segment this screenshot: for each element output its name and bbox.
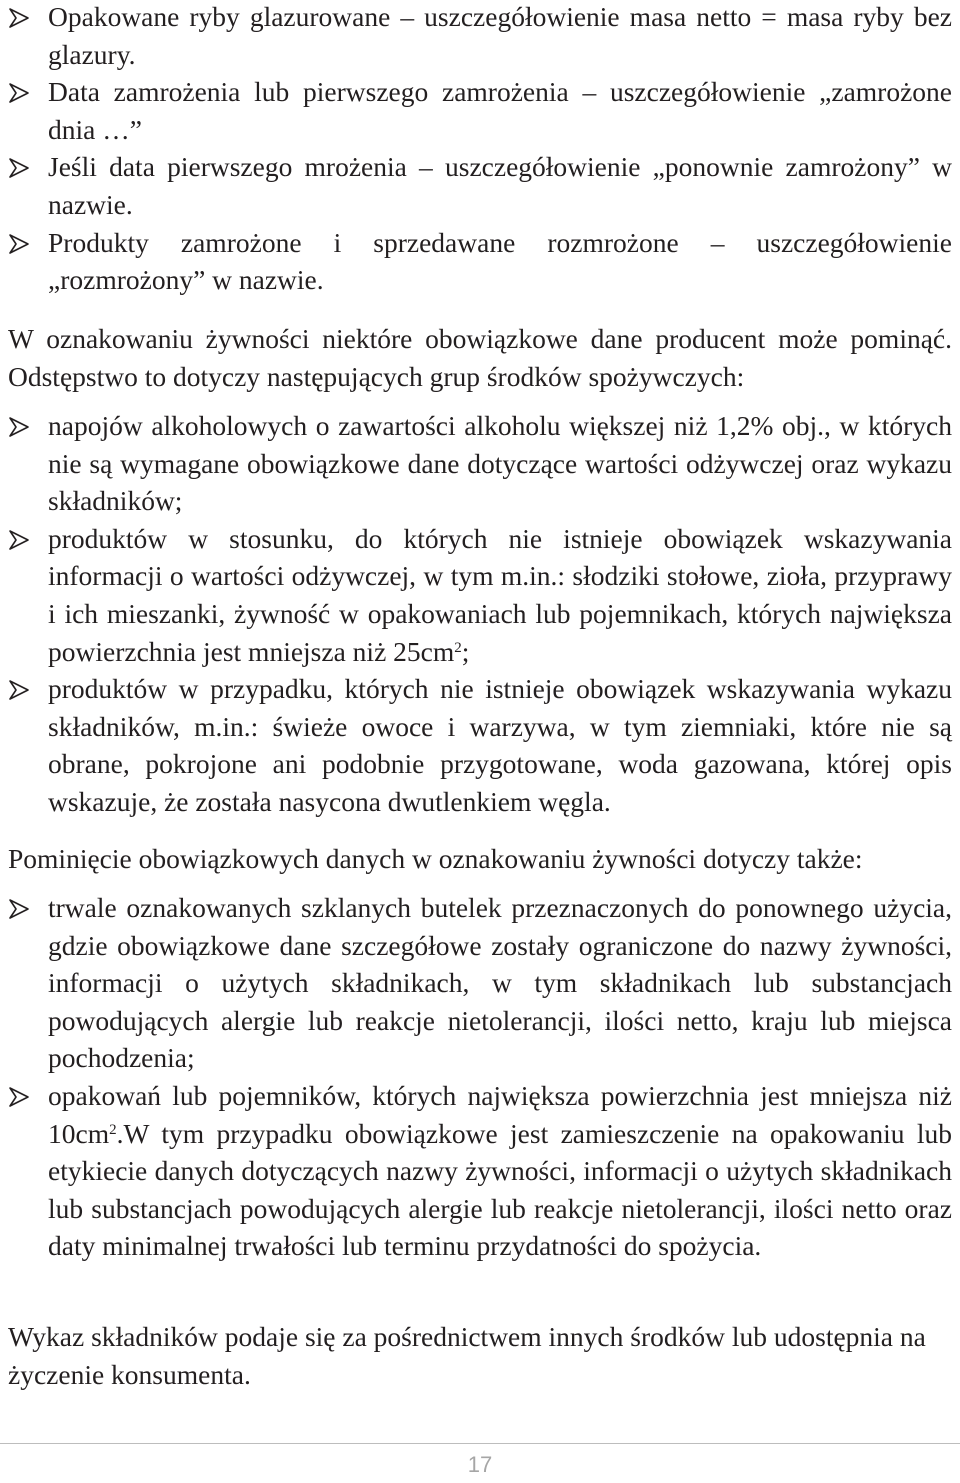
paragraph-text: Pominięcie obowiązkowych danych w oznakowaniu żywności dotyczy także: <box>8 843 863 874</box>
arrowhead-bullet-icon <box>8 157 30 179</box>
list-item-tail: ; <box>461 635 470 667</box>
list-top <box>8 0 952 299</box>
arrowhead-bullet-icon <box>8 898 30 920</box>
paragraph-omission <box>8 320 952 395</box>
list-item-text: trwale oznakowanych szklanych butelek przeznaczonych do ponownego użycia, gdzie obowiązkowe dane szczegółowe zostały ograniczone do nazwy żywności, informacji o użytych składnikach, w tym składnikach lub substancjach powodujących alergie lub reakcje nietolerancji, ilości netto, kraju lub miejsca pochodzenia; <box>48 892 952 1074</box>
list-item <box>8 148 952 223</box>
superscript: 2 <box>109 1121 117 1138</box>
paragraph-final <box>8 1318 952 1393</box>
list-item-text: produktów w przypadku, których nie istnieje obowiązek wskazywania wykazu składników, m.in.: świeże owoce i warzywa, w tym ziemniaki, które nie są obrane, pokrojone ani podobnie przygotowane, woda gazowana, której opis wskazuje, że została nasycona dwutlenkiem węgla. <box>48 673 952 817</box>
list-exceptions <box>8 407 952 821</box>
list-item <box>8 407 952 520</box>
list-also <box>8 889 952 1265</box>
list-item-text: produktów w stosunku, do których nie istnieje obowiązek wskazywania informacji o wartości odżywczej, w tym m.in.: słodziki stołowe, zioła, przyprawy i ich mieszanki, żywność w opakowaniach lub pojemnikach, których największa powierzchnia jest mniejsza niż 25cm <box>48 522 952 667</box>
arrowhead-bullet-icon <box>8 1086 30 1108</box>
superscript: 2 <box>454 639 462 656</box>
list-item-text: Opakowane ryby glazurowane – uszczegółowienie masa netto = masa ryby bez glazury. <box>48 1 952 70</box>
list-item <box>8 889 952 1077</box>
list-item-text: Produkty zamrożone i sprzedawane rozmrożone – uszczegółowienie „rozmrożony” w nazwie. <box>48 226 952 296</box>
arrowhead-bullet-icon <box>8 416 30 438</box>
list-item <box>8 0 952 73</box>
page-number: 17 <box>467 1452 493 1477</box>
list-item-text: Data zamrożenia lub pierwszego zamrożenia – uszczegółowienie „zamrożone dnia …” <box>48 76 952 145</box>
list-item <box>8 520 952 670</box>
arrowhead-bullet-icon <box>8 7 30 29</box>
paragraph-text: W oznakowaniu żywności niektóre obowiązkowe dane producent może pominąć. Odstępstwo to dotyczy następujących grup środków spożywczych: <box>8 323 952 392</box>
paragraph-also <box>8 840 952 878</box>
list-item <box>8 1077 952 1265</box>
list-item-tail: .W tym przypadku obowiązkowe jest zamieszczenie na opakowaniu lub etykiecie danych dotyczących nazwy żywności, informacji o użytych składnikach lub substancjach powodujących alergie lub reakcje nietolerancji, ilości netto oraz daty minimalnej trwałości lub terminu przydatności do spożycia. <box>48 1117 952 1262</box>
list-item <box>8 224 952 299</box>
list-item <box>8 670 952 820</box>
list-item-text: Jeśli data pierwszego mrożenia – uszczegółowienie „ponownie zamrożony” w nazwie. <box>48 151 952 220</box>
list-item-text: napojów alkoholowych o zawartości alkoholu większej niż 1,2% obj., w których nie są wymagane obowiązkowe dane dotyczące wartości odżywczej oraz wykazu składników; <box>48 410 952 517</box>
arrowhead-bullet-icon <box>8 82 30 104</box>
footer-divider <box>0 1443 960 1444</box>
arrowhead-bullet-icon <box>8 233 30 255</box>
arrowhead-bullet-icon <box>8 679 30 701</box>
paragraph-text: Wykaz składników podaje się za pośrednictwem innych środków lub udostępnia na życzenie konsumenta. <box>8 1321 926 1390</box>
list-item-text: opakowań lub pojemników, których największa powierzchnia jest mniejsza niż 10cm <box>48 1079 952 1149</box>
arrowhead-bullet-icon <box>8 529 30 551</box>
list-item <box>8 73 952 148</box>
